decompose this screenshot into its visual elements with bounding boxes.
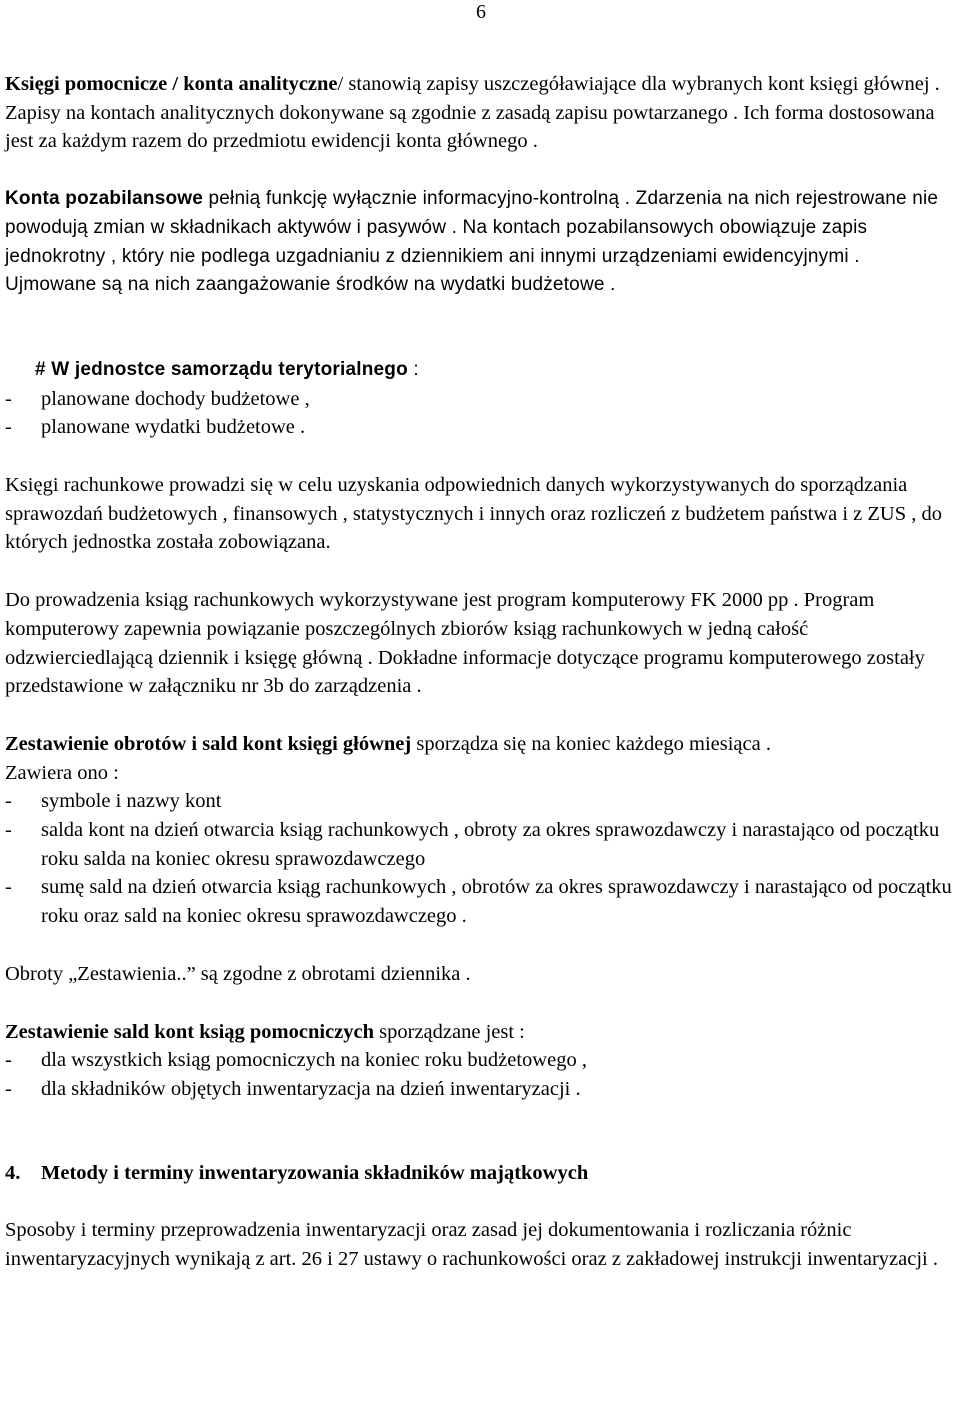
jst-heading-tail: : [407,358,419,380]
dash-bullet: - [5,1049,12,1072]
paragraph-text: / stanowią zapisy uszczegóławiające dla wybranych kont księgi głównej . Zapisy na kontach analitycznych dokonywane są zgodnie z zasadą zapisu powtarzanego . Ich forma dostosowana jest za każdym razem do przedmiotu ewidencji konta głównego . [5,73,940,153]
dash-bullet: - [5,387,12,410]
paragraph-off-balance-note: Ujmowane są na nich zaangażowanie środków na wydatki budżetowe . [5,274,616,296]
list-item-text: dla składników objętych inwentaryzacja na dzień inwentaryzacji . [41,1077,581,1100]
list-item-text: symbole i nazwy kont [41,790,222,813]
list-item [5,385,957,414]
paragraph-subledger-statement [5,1018,957,1047]
section-heading [5,1159,957,1188]
paragraph-inventory-methods: Sposoby i terminy przeprowadzenia inwentaryzacji oraz zasad jej dokumentowania i rozliczania różnic inwentaryzacyjnych wynikają z art. 26 i 27 ustawy o rachunkowości oraz z zakładowej instrukcji inwentaryzacji . [5,1219,938,1271]
dash-bullet: - [5,819,12,842]
jst-heading-title: # W jednostce samorządu terytorialnego [35,358,408,380]
list-item-text: planowane wydatki budżetowe . [41,416,306,439]
paragraph-text: pełnią funkcję wyłącznie informacyjno-kontrolną . Zdarzenia na nich rejestrowane nie powodują zmian w składnikach aktywów i pasywów . Na kontach pozabilansowych obowiązuje zapis jednokrotny , który nie podlega uzgadnianiu z dziennikiem ani innymi urządzeniami ewidencyjnymi . [5,188,939,267]
subledger-list [5,1046,957,1103]
term-off-balance-accounts: Konta pozabilansowe [5,188,204,210]
paragraph-off-balance-accounts [5,185,957,271]
term-subledger-statement: Zestawienie sald kont ksiąg pomocniczych [5,1020,375,1043]
list-item-text: sumę sald na dzień otwarcia ksiąg rachunkowych , obrotów za okres sprawozdawczy i narastająco od początku roku oraz sald na koniec okresu sprawozdawczego . [41,876,952,928]
list-item [5,873,957,930]
paragraph-contains-intro: Zawiera ono : [5,761,119,784]
turnover-contents-list [5,787,957,931]
paragraph-software: Do prowadzenia ksiąg rachunkowych wykorzystywane jest program komputerowy FK 2000 pp . Program komputerowy zapewnia powiązanie poszczególnych zbiorów ksiąg rachunkowych w jedną całość odzwierciedlającą dziennik i księgę główną . Dokładne informacje dotyczące programu komputerowego zostały przedstawione w załączniku nr 3b do zarządzenia . [5,589,925,698]
page-number: 6 [476,1,486,23]
paragraph-text: sporządzane jest : [374,1020,525,1043]
list-item [5,413,957,442]
paragraph-turnover-consistency: Obroty „Zestawienia..” są zgodne z obrotami dziennika . [5,962,471,985]
term-analytic-accounts: Księgi pomocnicze / konta analityczne [5,73,338,95]
document-body [5,70,957,1274]
list-item-text: planowane dochody budżetowe , [41,387,310,410]
list-item [5,1046,957,1075]
jst-heading [5,356,957,385]
list-item-text: salda kont na dzień otwarcia ksiąg rachunkowych , obroty za okres sprawozdawczy i narastająco od początku roku salda na koniec okresu sprawozdawczego [41,819,940,870]
paragraph-analytic-accounts [5,70,957,156]
list-item [5,787,957,816]
list-item [5,816,957,873]
paragraph-turnover-statement [5,730,957,759]
section-number: 4. [5,1161,21,1184]
dash-bullet: - [5,876,12,899]
paragraph-text: sporządza się na koniec każdego miesiąca . [411,732,771,755]
dash-bullet: - [5,1077,12,1100]
term-turnover-statement: Zestawienie obrotów i sald kont księgi głównej [5,732,412,755]
list-item [5,1075,957,1104]
dash-bullet: - [5,790,12,813]
section-title: Metody i terminy inwentaryzowania składników majątkowych [41,1161,589,1184]
jst-list [5,385,957,442]
paragraph-books-purpose: Księgi rachunkowe prowadzi się w celu uzyskania odpowiednich danych wykorzystywanych do sporządzania sprawozdań budżetowych , finansowych , statystycznych i innych oraz rozliczeń z budżetem państwa i z ZUS , do których jednostka została zobowiązana. [5,474,943,554]
dash-bullet: - [5,416,12,439]
list-item-text: dla wszystkich ksiąg pomocniczych na koniec roku budżetowego , [41,1049,587,1072]
